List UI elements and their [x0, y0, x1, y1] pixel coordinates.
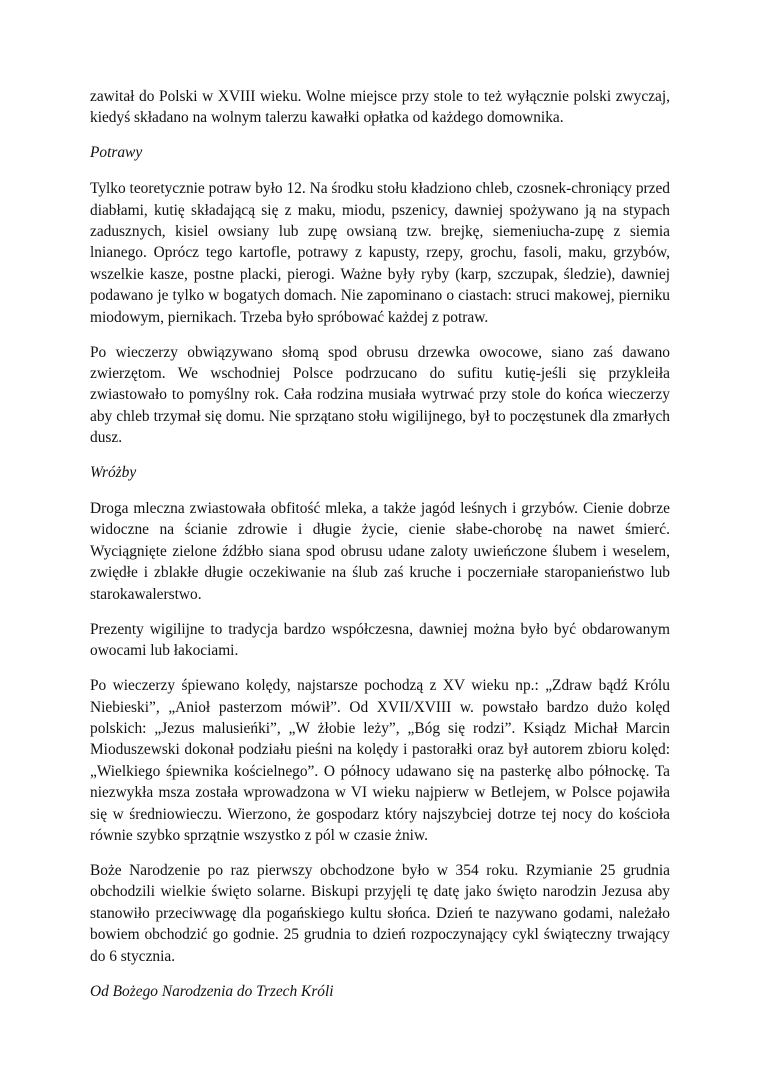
paragraph-koledy: Po wieczerzy śpiewano kolędy, najstarsze pochodzą z XV wieku np.: „Zdraw bądź Królu Niebieski”, „Anioł pasterzom mówił”. Od XVII/XVIII w. powstało bardzo dużo kolęd polskich: „Jezus malusieńki”, „W żłobie leży”, „Bóg się rodzi”. Ksiądz Michał Marcin Mioduszewski dokonał podziału pieśni na kolędy i pastorałki oraz był autorem zbioru kolęd: „Wielkiego śpiewnika kościelnego”. O północy udawano się na pasterkę albo północkę. Ta niezwykła msza została wprowadzona w VI wieku najpierw w Betlejem, w Polsce pojawiła się w średniowieczu. Wierzono, że gospodarz który najszybciej dotrze tej nocy do kościoła równie szybko sprzątnie wszystko z pól w czasie żniw. — [90, 677, 670, 844]
document-page — [90, 86, 670, 1016]
paragraph-prezenty: Prezenty wigilijne to tradycja bardzo współczesna, dawniej można było być obdarowanym owocami lub łakociami. — [90, 620, 670, 660]
paragraph-po-wieczerzy: Po wieczerzy obwiązywano słomą spod obrusu drzewka owocowe, siano zaś dawano zwierzętom. We wschodniej Polsce podrzucano do sufitu kutię-jeśli się przykleiła zwiastowało to pomyślny rok. Cała rodzina musiała wytrwać przy stole do końca wieczerzy aby chleb trzymał się domu. Nie sprzątano stołu wigilijnego, był to poczęstunek dla zmarłych dusz. — [90, 343, 670, 447]
paragraph-wrozby: Droga mleczna zwiastowała obfitość mleka, a także jagód leśnych i grzybów. Cienie dobrze widoczne na ścianie zdrowie i długie życie, cienie słabe-chorobę na nawet śmierć. Wyciągnięte zielone źdźbło siana spod obrusu udane zaloty uwieńczone ślubem i weselem, zwiędłe i zblakłe długie oczekiwanie na ślub zaś kruche i poczerniałe staropanieństwo lub starokawalerstwo. — [90, 500, 670, 603]
paragraph-continuation: zawitał do Polski w XVIII wieku. Wolne miejsce przy stole to też wyłącznie polski zwyczaj, kiedyś składano na wolnym talerzu kawałki opłatka od każdego domownika. — [90, 88, 670, 127]
paragraph-potrawy: Tylko teoretycznie potraw było 12. Na środku stołu kładziono chleb, czosnek-chroniący przed diabłami, kutię składającą się z maku, miodu, pszenicy, dawniej spożywano ją na stypach zadusznych, kisiel owsiany lub zupę owsianą tzw. brejkę, siemeniucha-zupę z siemia lnianego. Oprócz tego kartofle, potrawy z kapusty, rzepy, grochu, fasoli, maku, grzybów, wszelkie kasze, postne placki, pierogi. Ważne były ryby (karp, szczupak, śledzie), dawniej podawano je tylko w bogatych domach. Nie zapominano o ciastach: struci makowej, pierniku miodowym, piernikach. Trzeba było spróbować każdej z potraw. — [90, 180, 670, 326]
section-heading-potrawy: Potrawy — [90, 144, 143, 162]
section-heading-wrozby: Wróżby — [90, 464, 137, 482]
section-heading-trzech-kroli: Od Bożego Narodzenia do Trzech Króli — [90, 982, 334, 1000]
paragraph-boze-narodzenie: Boże Narodzenie po raz pierwszy obchodzone było w 354 roku. Rzymianie 25 grudnia obchodzili wielkie święto solarne. Biskupi przyjęli tę datę jako święto narodzin Jezusa aby stanowiło przeciwwagę dla pogańskiego kultu słońca. Dzień te nazywano godami, należało bowiem obchodzić go godnie. 25 grudnia to dzień rozpoczynający cykl świąteczny trwający do 6 stycznia. — [90, 861, 670, 965]
